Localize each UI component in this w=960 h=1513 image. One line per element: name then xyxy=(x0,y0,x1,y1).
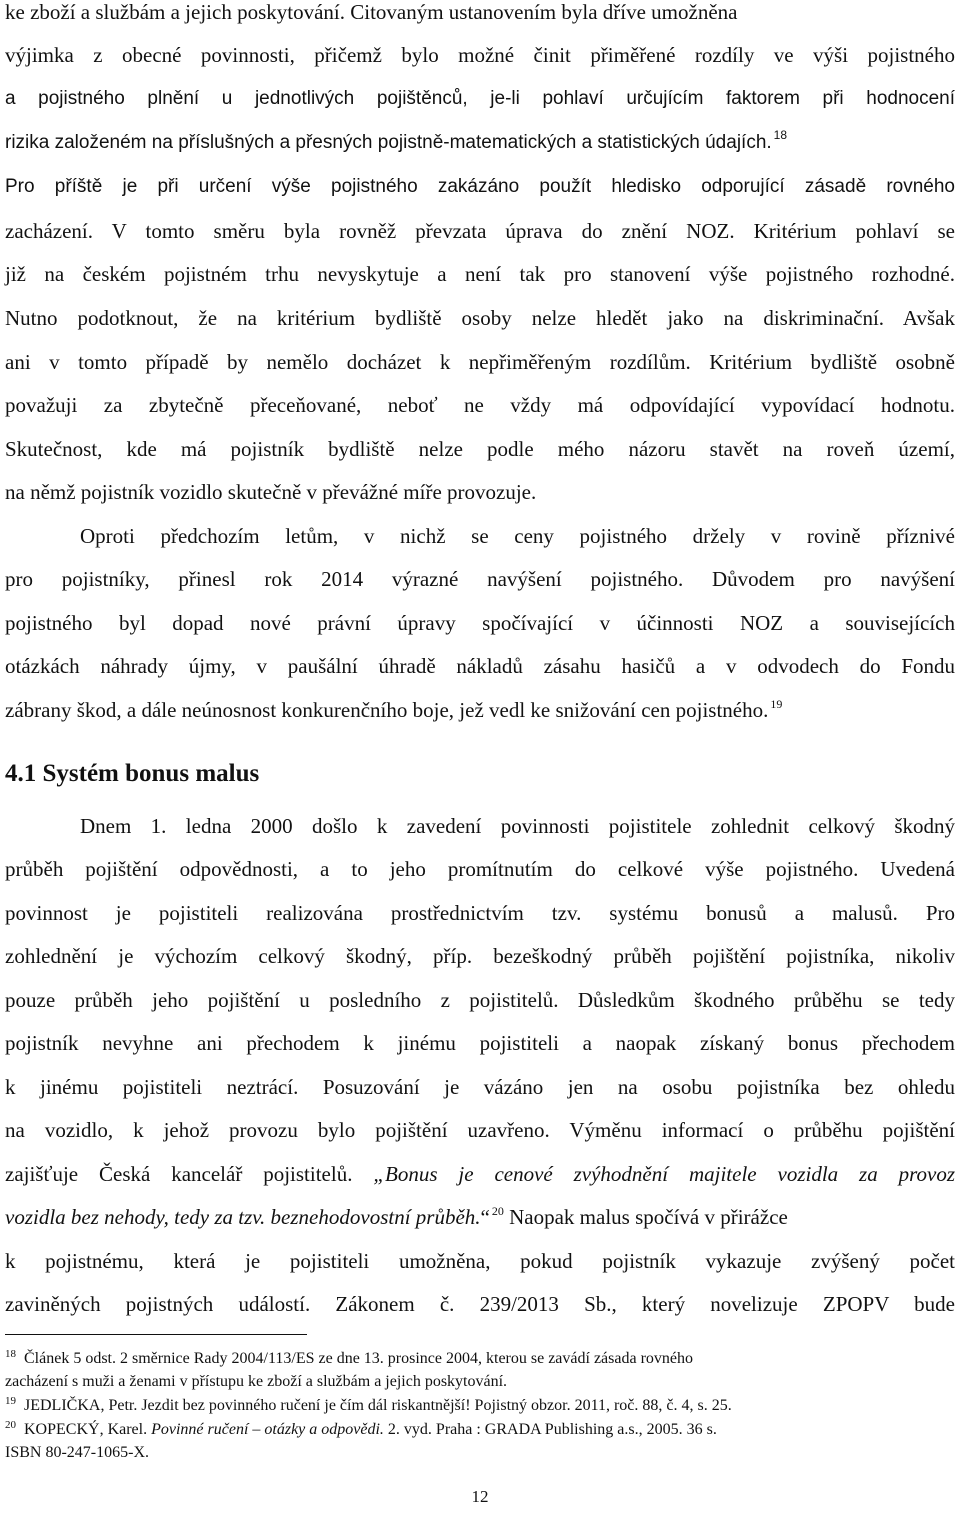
body-line xyxy=(5,128,955,156)
footnote-ref-18: 18 xyxy=(773,128,788,142)
paragraph-first-line: Oproti předchozím letům, v nichž se ceny pojistného držely v rovině příznivé xyxy=(80,524,955,548)
footnote-text: 2. vyd. Praha : GRADA Publishing a.s., 2005. 36 s. xyxy=(383,1421,717,1438)
body-line: ke zboží a službám a jejich poskytování. Citovaným ustanovením byla dříve umožněna xyxy=(5,0,738,24)
body-line: pojistného byl dopad nové právní úpravy spočívající v účinnosti NOZ a souvisejících xyxy=(5,611,955,635)
body-line xyxy=(5,1205,955,1232)
body-line: ani v tomto případě by nemělo docházet k nepřiměřeným rozdílům. Kritérium bydliště osobně xyxy=(5,350,955,374)
footnote-ref-19: 19 xyxy=(770,697,783,711)
body-line: Nutno podotknout, že na kritérium bydliště osoby nelze hledět jako na diskriminační. Avšak xyxy=(5,306,955,330)
paragraph-first-line: Dnem 1. ledna 2000 došlo k zavedení povinnosti pojistitele zohlednit celkový škodný xyxy=(80,814,955,838)
body-line: pro pojistníky, přinesl rok 2014 výrazné navýšení pojistného. Důvodem pro navýšení xyxy=(5,567,955,591)
body-line xyxy=(5,1162,955,1186)
footnote-19 xyxy=(5,1396,955,1417)
footnote-number: 20 xyxy=(5,1419,16,1431)
body-line: průběh pojištění odpovědnosti, a to jeho promítnutím do celkové výše pojistného. Uvedená xyxy=(5,857,955,881)
section-heading: 4.1 Systém bonus malus xyxy=(5,760,260,787)
footnote-text: JEDLIČKA, Petr. Jezdit bez povinného ručení je čím dál riskantnější! Pojistný obzor. 2011, roč. 88, č. 4, s. 25. xyxy=(24,1397,732,1414)
body-text: zábrany škod, a dále neúnosnost konkurenčního boje, jež vedl ke snižování cen pojistného. xyxy=(5,698,769,722)
body-line xyxy=(5,698,955,725)
footnote-20 xyxy=(5,1420,955,1441)
body-line: Pro příště je při určení výše pojistného zakázáno použít hledisko odporující zásadě rovného xyxy=(5,176,955,197)
footnote-text: Článek 5 odst. 2 směrnice Rady 2004/113/ES ze dne 13. prosince 2004, kterou se zavádí zásada rovného xyxy=(24,1350,694,1367)
body-line: pojistník nevyhne ani přechodem k jinému pojistiteli a naopak získaný bonus přechodem xyxy=(5,1031,955,1055)
body-line: zacházení. V tomto směru byla rovněž převzata úprava do znění NOZ. Kritérium pohlaví se xyxy=(5,219,955,243)
quote-text: „Bonus je cenové zvýhodnění majitele vozidla za provoz xyxy=(373,1162,956,1186)
body-line: povinnost je pojistiteli realizována prostřednictvím tzv. systému bonusů a malusů. Pro xyxy=(5,901,955,925)
body-line: k pojistnému, která je pojistiteli umožněna, pokud pojistník vykazuje zvýšený počet xyxy=(5,1249,955,1273)
body-line: k jinému pojistiteli neztrácí. Posuzování je vázáno jen na osobu pojistníka bez ohledu xyxy=(5,1075,955,1099)
body-text: rizika založeném na příslušných a přesných pojistně-matematických a statistických údajích. xyxy=(5,132,772,153)
quote-text: vozidla bez nehody, tedy za tzv. beznehodovostní průběh. xyxy=(5,1205,481,1229)
body-line: zohlednění je výchozím celkový škodný, příp. bezeškodný průběh pojištění pojistníka, nikoliv xyxy=(5,944,955,968)
quote-close: “ xyxy=(480,1205,490,1229)
footnote-18-cont: zacházení s muži a ženami v přístupu ke zboží a službám a jejich poskytování. xyxy=(5,1373,508,1390)
body-line: a pojistného plnění u jednotlivých pojištěnců, je-li pohlaví určujícím faktorem při hodnocení xyxy=(5,88,955,109)
body-line: již na českém pojistném trhu nevyskytuje a není tak pro stanovení výše pojistného rozhodné. xyxy=(5,262,955,286)
footnote-separator xyxy=(5,1334,307,1335)
body-text: zajišťuje Česká kancelář pojistitelů. xyxy=(5,1162,374,1186)
body-line: otázkách náhrady újmy, v paušální úhradě nákladů zásahu hasičů a v odvodech do Fondu xyxy=(5,654,955,678)
body-text: Naopak malus spočívá v přirážce xyxy=(503,1205,788,1229)
body-line: zaviněných pojistných událostí. Zákonem č. 239/2013 Sb., který novelizuje ZPOPV bude xyxy=(5,1292,955,1316)
footnote-author: KOPECKÝ, Karel. xyxy=(24,1421,152,1438)
footnote-18 xyxy=(5,1349,955,1370)
footnote-number: 19 xyxy=(5,1395,16,1407)
body-line: na vozidlo, k jehož provozu bylo pojištění uzavřeno. Výměnu informací o průběhu pojištění xyxy=(5,1118,955,1142)
body-line: výjimka z obecné povinnosti, přičemž bylo možné činit přiměřené rozdíly ve výši pojistného xyxy=(5,43,955,67)
body-line: považuji za zbytečně přeceňované, neboť ne vždy má odpovídající vypovídací hodnotu. xyxy=(5,393,955,417)
body-line: Skutečnost, kde má pojistník bydliště nelze podle mého názoru stavět na roveň území, xyxy=(5,437,955,461)
footnote-20-cont: ISBN 80-247-1065-X. xyxy=(5,1444,149,1461)
body-line: pouze průběh jeho pojištění u posledního z pojistitelů. Důsledkům škodného průběhu se tedy xyxy=(5,988,955,1012)
footnote-number: 18 xyxy=(5,1348,16,1360)
page-number: 12 xyxy=(471,1487,489,1506)
body-line: na němž pojistník vozidlo skutečně v převážné míře provozuje. xyxy=(5,480,537,504)
footnote-ref-20: 20 xyxy=(491,1204,504,1218)
footnote-title: Povinné ručení – otázky a odpovědi. xyxy=(151,1421,384,1438)
